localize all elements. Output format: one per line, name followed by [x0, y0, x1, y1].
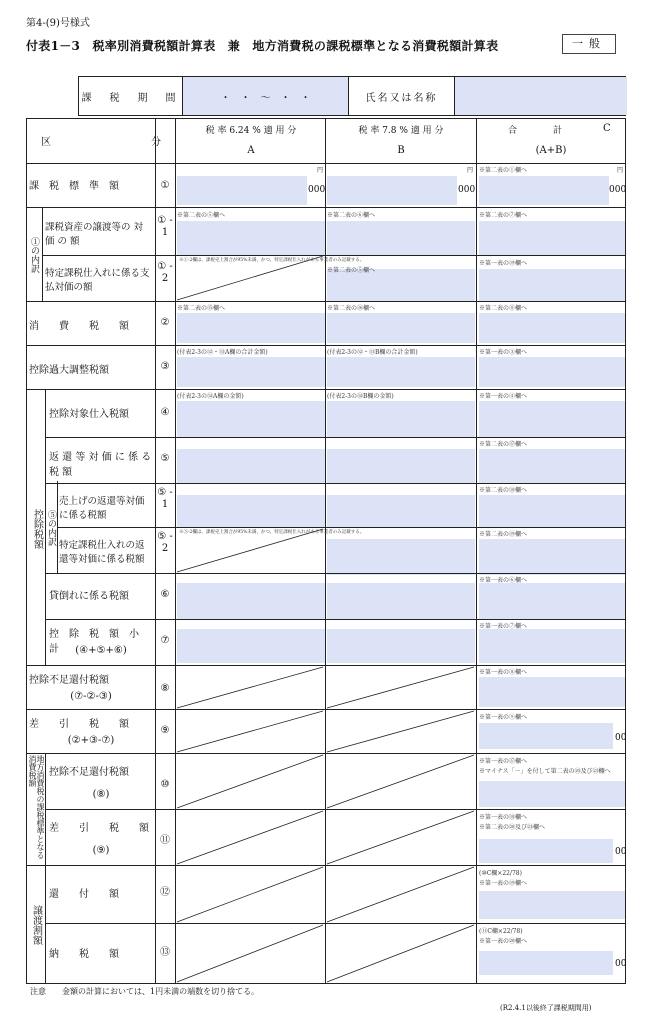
- row-11b-number: ⑪: [160, 835, 170, 846]
- note-7c: ※第一表の⑦欄へ: [479, 623, 528, 630]
- note-11c: ※第二表の⑦欄へ: [479, 212, 528, 219]
- period-name-header: [78, 76, 626, 116]
- row-12b-label: 還 付 額: [49, 889, 119, 900]
- row-13-number: ⑬: [160, 947, 170, 958]
- col-a-letter: A: [247, 145, 255, 156]
- row-10-label: 控除不足還付税額: [49, 767, 129, 778]
- row-1-number: ①: [160, 180, 170, 191]
- name-label: 氏名又は名称: [349, 77, 455, 115]
- kubun-label: 区: [41, 137, 51, 148]
- row-52-number: ⑤ - 2: [157, 531, 173, 554]
- note-2b: ※第二表の⑯欄へ: [327, 305, 376, 312]
- row-6-number: ⑥: [160, 589, 170, 600]
- note-2c: ※第二表の⑪欄へ: [479, 305, 528, 312]
- note-3b: (付表2-3の⑫・⑬B欄の合計金額): [327, 349, 418, 356]
- col-c-title: 合 計: [507, 126, 562, 136]
- note-11c-1: ※第一表の⑱欄へ: [479, 814, 528, 821]
- col-c-letter: C: [603, 123, 611, 134]
- row-11-label: 課税資産の譲渡等の 対 価 の 額: [45, 222, 144, 247]
- row-10-number: ⑩: [160, 779, 170, 790]
- row-52-label: 特定課税仕入れの返還等対価に係る税額: [59, 540, 145, 565]
- note-52-condition: ※⑤-2欄は、課税売上割合が95%未満、かつ、特定課税仕入れがある事業者のみ記載する。: [179, 530, 365, 535]
- row-11b-label: 差 引 税 額: [49, 823, 149, 834]
- row-5-label: 返 還 等 対 価 に 係 る 税 額: [49, 452, 152, 478]
- note-12c-formula: (⑩C欄×22/78): [479, 870, 522, 877]
- form-number: 第4-(9)号様式: [26, 18, 90, 29]
- row-8-number: ⑧: [160, 683, 170, 694]
- row-13-label: 納 税 額: [49, 949, 119, 960]
- col-c-sub: (A+B): [535, 145, 567, 156]
- row-1-breakdown-side: ①の内訳: [29, 237, 39, 273]
- note-11b: ※第二表の⑥欄へ: [327, 212, 376, 219]
- row-8-formula: (⑦-②-③): [70, 691, 112, 702]
- form-version: (R2.4.1以後終了課税期間用): [500, 1004, 592, 1012]
- note-13c-formula: (⑪C欄×22/78): [479, 928, 523, 935]
- row-7-number: ⑦: [160, 635, 170, 646]
- deduction-side-label: 控除税額: [31, 509, 43, 549]
- row-11-number: ① - 1: [157, 215, 173, 238]
- note-1c: ※第二表の①欄へ: [479, 167, 528, 174]
- note-3c: ※第一表の③欄へ: [479, 349, 528, 356]
- local-tax-side-label: 地方消費税の課税標準となる消費税額: [28, 755, 45, 859]
- row-9-formula: (②+③-⑦): [67, 735, 115, 746]
- note-13c-payment: ※第一表の⑳欄へ: [479, 938, 528, 945]
- yen-b: 円: [467, 167, 474, 174]
- zeros-1a: 000: [308, 185, 326, 195]
- row-7-label: 控 除 税 額 小 計: [49, 629, 149, 655]
- note-4a: (付表2-3の⑭A欄の金額): [177, 393, 244, 400]
- col-b-title: 税 率 7.8 % 適 用 分: [358, 126, 444, 136]
- category-badge: 一般: [562, 34, 616, 54]
- name-input[interactable]: [455, 77, 627, 115]
- note-2a: ※第二表の⑮欄へ: [177, 305, 226, 312]
- note-12-condition: ※①-2欄は、課税売上割合が95%未満、かつ、特定課税仕入れがある事業者のみ記載する。: [179, 258, 365, 263]
- calculation-note: 注意 金額の計算においては、1円未満の端数を切り捨てる。: [30, 987, 260, 996]
- row-12-number: ① - 2: [157, 261, 173, 284]
- row-2-number: ②: [160, 317, 170, 328]
- note-11a: ※第二表の⑤欄へ: [177, 212, 226, 219]
- note-4c: ※第一表の④欄へ: [479, 393, 528, 400]
- row-1-label: 課 税 標 準 額: [29, 181, 119, 192]
- note-12b: ※第二表の⑤欄へ: [327, 267, 376, 274]
- note-5c: ※第二表の⑰欄へ: [479, 441, 528, 448]
- row-11b-formula: (⑨): [92, 845, 110, 856]
- zeros-1b: 000: [458, 185, 476, 195]
- note-12c-refund: ※第一表の⑲欄へ: [479, 880, 528, 887]
- row-7-formula: (④+⑤+⑥): [75, 645, 127, 656]
- note-51c: ※第二表の⑱欄へ: [479, 487, 528, 494]
- note-3a: (付表2-3の⑫・⑬A欄の合計金額): [177, 349, 268, 356]
- row-4-label: 控除対象仕入税額: [49, 409, 129, 420]
- note-8c: ※第一表の⑧欄へ: [479, 669, 528, 676]
- row-4-number: ④: [160, 407, 170, 418]
- row-9-number: ⑨: [160, 725, 170, 736]
- row-8-label: 控除不足還付税額: [29, 675, 109, 686]
- zeros-9c: 00: [615, 733, 627, 743]
- note-12c: ※第一表の⑲欄へ: [479, 260, 528, 267]
- row-5-breakdown-side: ⑤の内訳: [46, 510, 56, 546]
- row-6-label: 貸倒れに係る税額: [49, 591, 129, 602]
- yen-c: 円: [617, 167, 624, 174]
- note-9c: ※第一表の⑨欄へ: [479, 714, 528, 721]
- period-label: 課 税 期 間: [79, 77, 183, 115]
- note-10c-1: ※第一表の⑰欄へ: [479, 758, 528, 765]
- col-b-letter: B: [397, 145, 405, 156]
- note-10c-2: ※マイナス「－」を付して第二表の⑳及び㉓欄へ: [479, 768, 611, 775]
- row-51-number: ⑤ - 1: [157, 487, 173, 510]
- row-9-label: 差 引 税 額: [29, 719, 129, 730]
- zeros-1c: 000: [609, 185, 627, 195]
- bun-label: 分: [151, 137, 161, 148]
- row-51-label: 売上げの返還等対価に係る税額: [59, 496, 145, 521]
- note-6c: ※第一表の⑥欄へ: [479, 577, 528, 584]
- row-12b-number: ⑫: [160, 887, 170, 898]
- zeros-11c: 00: [615, 847, 627, 857]
- note-52c: ※第二表の⑲欄へ: [479, 531, 528, 538]
- note-4b: (付表2-3の⑭B欄の金額): [327, 393, 394, 400]
- note-11c-2: ※第二表の⑳及び㉓欄へ: [479, 824, 546, 831]
- row-3-number: ③: [160, 361, 170, 372]
- row-2-label: 消 費 税 額: [29, 321, 129, 332]
- zeros-13c: 00: [615, 959, 627, 969]
- form-title: 付表1－3 税率別消費税額計算表 兼 地方消費税の課税標準となる消費税額計算表: [26, 39, 499, 53]
- calculation-table: [26, 118, 626, 984]
- col-a-title: 税 率 6.24 % 適 用 分: [205, 126, 297, 136]
- row-5-number: ⑤: [160, 453, 170, 464]
- row-3-label: 控除過大調整税額: [29, 365, 109, 376]
- yen-a: 円: [317, 167, 324, 174]
- row-12-label: 特定課税仕入れに係る支払対価の額: [45, 268, 150, 293]
- row-10-formula: (⑧): [92, 789, 110, 800]
- transfer-side-label: 譲渡割額: [30, 905, 42, 945]
- period-input[interactable]: ・ ・ 〜 ・ ・: [183, 77, 349, 115]
